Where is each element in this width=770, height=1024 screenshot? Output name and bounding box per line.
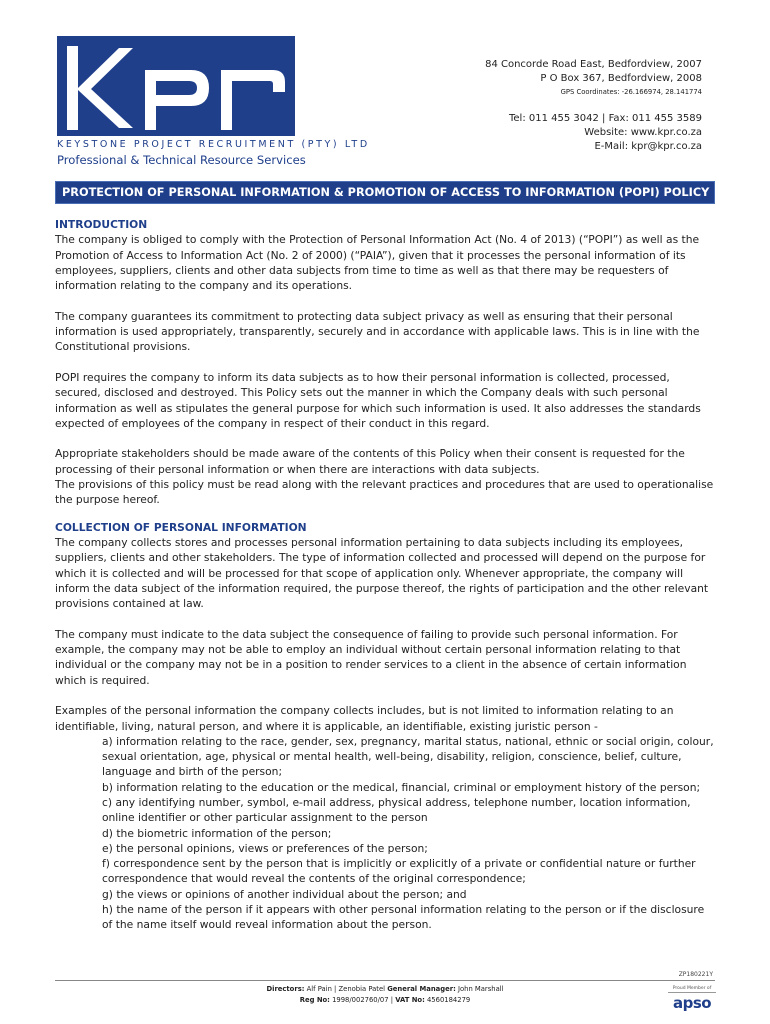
contact-block xyxy=(485,58,702,154)
policy-title: PROTECTION OF PERSONAL INFORMATION & PROMOTION OF ACCESS TO INFORMATION (POPI) POLICY xyxy=(55,181,715,204)
vat-number: 4560184279 xyxy=(426,996,471,1004)
reg-number: 1998/002760/07 | xyxy=(332,996,394,1004)
list-item: a) information relating to the race, gender, sex, pregnancy, marital status, national, ethnic or social origin, colour, sexual orientation, age, physical or mental health, well-being, disability, religion, conscience, belief, culture, language and birth of the person; xyxy=(102,734,714,779)
collection-paragraph-1: The company collects stores and processes personal information pertaining to data subjects including its employees, suppliers, clients and other stakeholders. The type of information collected and processed will depend on the purpose for which it is collected and will be processed for that scope of application only. Whenever appropriate, the company will inform the data subject of the information required, the purpose thereof, the rights of participation and the other relevant provisions contained at law. xyxy=(55,535,709,611)
document-body xyxy=(55,217,715,933)
list-item: b) information relating to the education or the medical, financial, criminal or employment history of the person; xyxy=(102,780,701,794)
phone-fax: Tel: 011 455 3042 | Fax: 011 455 3589 xyxy=(508,113,702,124)
reg-label: Reg No: xyxy=(299,996,330,1004)
collection-heading: COLLECTION OF PERSONAL INFORMATION xyxy=(55,520,307,534)
intro-paragraph-4b: The provisions of this policy must be read along with the relevant practices and procedures that are used to operationalise the purpose hereof. xyxy=(55,478,714,507)
general-manager-label: General Manager: xyxy=(387,985,456,993)
collection-paragraph-3: Examples of the personal information the company collects includes, but is not limited to information relating to an identifiable, living, natural person, and where it is applicable, an identifiable, existing juristic person - xyxy=(55,704,674,733)
intro-paragraph-1: The company is obliged to comply with the Protection of Personal Information Act (No. 4 of 2013) (“POPI”) as well as the Promotion of Access to Information Act (No. 2 of 2000) (“PAIA”), given that it processes the personal information of its employees, suppliers, clients and other data subjects from time to time as well as that there may be requesters of information relating to the company and its operations. xyxy=(55,233,700,293)
document-reference: ZP180221Y xyxy=(678,971,713,978)
gps-coordinates: GPS Coordinates: -26.166974, 28.141774 xyxy=(560,88,702,96)
personal-information-list xyxy=(55,734,715,933)
vat-label: VAT No: xyxy=(395,996,425,1004)
address-line-2: P O Box 367, Bedfordview, 2008 xyxy=(540,73,702,84)
collection-paragraph-2: The company must indicate to the data subject the consequence of failing to provide such personal information. For example, the company may not be able to employ an individual without certain personal information relating to that individual or the company may not be in a position to render services to a client in the absence of certain information which is required. xyxy=(55,627,687,687)
list-item: e) the personal opinions, views or preferences of the person; xyxy=(102,841,428,855)
apso-member-text: Proud Member of xyxy=(668,986,716,993)
logo-block xyxy=(57,36,295,136)
address-line-1: 84 Concorde Road East, Bedfordview, 2007 xyxy=(485,59,702,70)
intro-paragraph-2: The company guarantees its commitment to protecting data subject privacy as well as ensuring that their personal information is used appropriately, transparently, securely and in accordance with applicable laws. This is in line with the Constitutional provisions. xyxy=(55,309,700,354)
general-manager-name: John Marshall xyxy=(457,985,504,993)
email[interactable]: E-Mail: kpr@kpr.co.za xyxy=(594,141,702,152)
website[interactable]: Website: www.kpr.co.za xyxy=(584,127,702,138)
directors-names: Alf Pain | Zenobia Patel xyxy=(306,985,386,993)
logo-company-name: KEYSTONE PROJECT RECRUITMENT (PTY) LTD xyxy=(57,139,370,150)
kpr-logo-icon xyxy=(61,42,291,132)
footer-registration-line xyxy=(0,995,770,1006)
intro-paragraph-4a: Appropriate stakeholders should be made aware of the contents of this Policy when their consent is requested for the processing of their personal information or when there are interactions with data subjects. xyxy=(55,447,685,476)
list-item: c) any identifying number, symbol, e-mail address, physical address, telephone number, location information, online identifier or other particular assignment to the person xyxy=(102,795,691,825)
list-item: d) the biometric information of the person; xyxy=(102,826,332,840)
company-logo xyxy=(57,36,370,168)
footer-divider xyxy=(55,980,715,981)
apso-logo xyxy=(668,986,716,1016)
directors-label: Directors: xyxy=(266,985,305,993)
footer-directors-line xyxy=(0,984,770,995)
introduction-heading: INTRODUCTION xyxy=(55,218,148,231)
list-item: h) the name of the person if it appears with other personal information relating to the person or if the disclosure of the name itself would reveal information about the person. xyxy=(102,903,705,932)
logo-tagline: Professional & Technical Resource Services xyxy=(57,153,306,167)
intro-paragraph-3: POPI requires the company to inform its data subjects as to how their personal information is collected, processed, secured, disclosed and destroyed. This Policy sets out the manner in which the Company deals with such personal information as well as stipulates the general purpose for which such information is used. It also addresses the standards expected of employees of the company in respect of their conduct in this regard. xyxy=(55,370,701,430)
apso-wordmark: apso xyxy=(672,994,712,1012)
list-item: f) correspondence sent by the person that is implicitly or explicitly of a private or confidential nature or further correspondence that would reveal the contents of the original correspondence; xyxy=(102,857,696,886)
list-item: g) the views or opinions of another individual about the person; and xyxy=(102,887,467,901)
